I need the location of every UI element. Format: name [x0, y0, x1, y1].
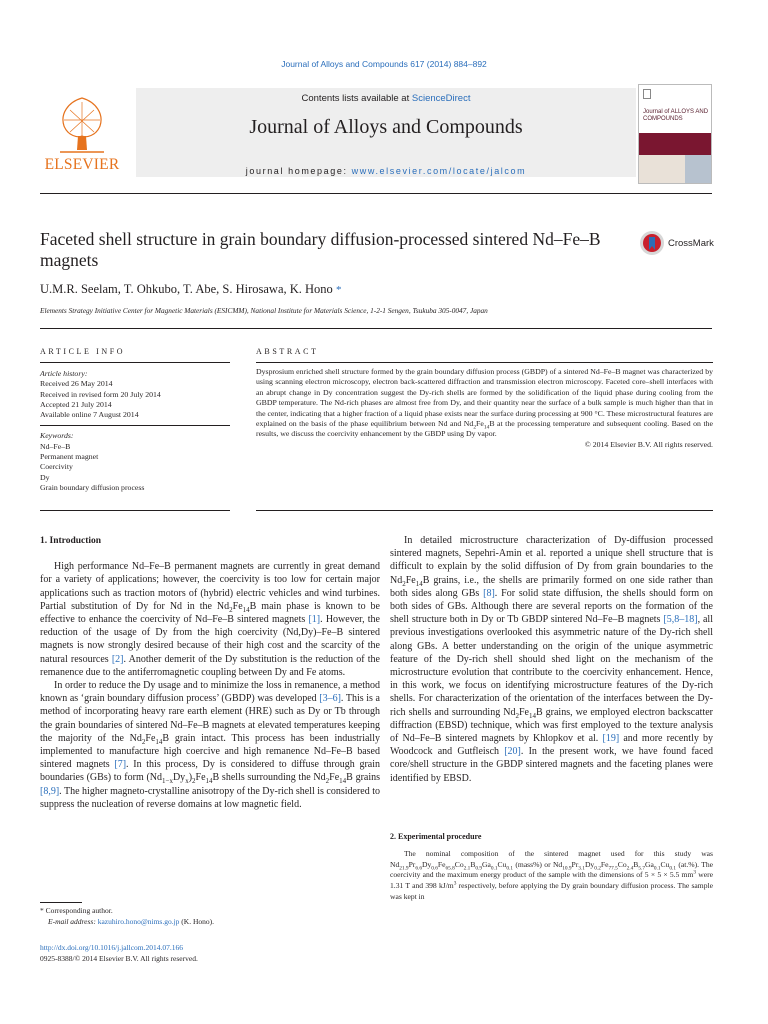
reference-link[interactable]: [8] — [483, 587, 495, 599]
subscript: 14 — [339, 777, 347, 786]
article-info-heading: ARTICLE INFO — [40, 347, 126, 356]
text-run: Fe — [329, 772, 340, 784]
text-run: In detailed microstructure characterization of Dy-diffusion processed sintered magnets, Sepehri-Amin et al. reported a unique shell structure that is difficult to explain by the solid diffusion of Dy from grain boundaries to the Nd — [390, 535, 713, 586]
contents-prefix: Contents lists available at — [301, 93, 412, 104]
text-run: Cu — [660, 859, 670, 869]
subscript: 14 — [528, 711, 536, 720]
text-run: In order to reduce the Dy usage and to minimize the loss in remanence, a method known as ‘grain boundary diffusion process’ (GBDP) was developed — [40, 680, 380, 705]
text-run: Dy — [421, 859, 432, 869]
keywords-rule — [40, 425, 230, 426]
journal-title: Journal of Alloys and Compounds — [249, 116, 523, 138]
text-run: Co — [454, 859, 464, 869]
subscript: 0.1 — [490, 865, 498, 872]
keyword-item: Dy — [40, 472, 50, 482]
text-run: Fe — [600, 859, 609, 869]
subscript: 1−x — [162, 777, 173, 786]
subscript: 2 — [402, 579, 406, 588]
history-label: Article history: — [40, 369, 88, 378]
text-run: , all previous investigations overlooked this asymmetric nature of the Dy-rich shell along GBs. A better understanding on the origin of the unique asymmetric feature of the Dy-rich shell should shed light on the mechanism of the microstructure evolution that contribute to the coercivity enhancement. Hence, in this work, we focus on identifying microstructure features of the Dy-rich shells. For characterization of the orientation of the interfaces between the Dy-rich shells and surrounding Nd — [390, 614, 713, 718]
cover-logo — [643, 89, 651, 99]
subscript: 0.1 — [669, 865, 676, 872]
footnote — [40, 906, 380, 928]
text-run: respectively, before applying the Dy grain boundary diffusion process. The sample was kept in — [390, 881, 713, 901]
doi-link[interactable]: http://dx.doi.org/10.1016/j.jallcom.2014.07.166 — [40, 943, 183, 952]
superscript: 3 — [693, 869, 697, 876]
masthead-banner — [136, 88, 636, 177]
revised-date: Received in revised form 20 July 2014 — [40, 389, 161, 399]
text-run: . Another demerit of the Dy substitution is the reduction of the remanence due to the antiferromagnetic coupling between Dy and Fe atoms. — [40, 653, 380, 678]
author-names: U.M.R. Seelam, T. Ohkubo, T. Abe, S. Hirosawa, K. Hono — [40, 282, 333, 296]
issn-line: 0925-8388/© 2014 Elsevier B.V. All rights reserved. — [40, 953, 198, 963]
text-run: Ga — [644, 859, 654, 869]
text-run: Cu — [497, 859, 507, 869]
journal-homepage — [136, 166, 636, 176]
subscript: 77.5 — [608, 865, 618, 872]
article-info-block — [40, 369, 230, 493]
subscript: 5.7 — [638, 865, 645, 872]
crossmark-label: CrossMark — [668, 238, 714, 249]
subscript: 14 — [155, 737, 163, 746]
sciencedirect-link[interactable]: ScienceDirect — [411, 93, 471, 104]
subscript: 0.1 — [506, 865, 514, 872]
text-run: Fe — [145, 732, 156, 744]
email-suffix: (K. Hono). — [179, 916, 214, 926]
text-run: Fe — [437, 859, 446, 869]
text-run: . However, the reduction of the usage of Dy from the high coercivity (Nd,Dy)–Fe–B sintered magnets is now strongly desired because of their high cost and the scarcity of the natural resources — [40, 614, 380, 665]
text-run: B grains, we employed electron backscatter diffraction (EBSD) technique, which was first employed to the texture analysis of Nd–Fe–B sintered magnets by Khlopkov et al. — [390, 706, 713, 745]
footnote-mark: * — [40, 906, 44, 915]
author-affiliation: Elements Strategy Initiative Center for Magnetic Materials (ESICMM), National Institute for Materials Science, 1-2-1 Sengen, Tsukuba 305-0047, Japan — [40, 306, 488, 315]
intro-paragraph — [390, 534, 713, 785]
article-title: Faceted shell structure in grain boundary diffusion-processed sintered Nd–Fe–B magnets — [40, 229, 601, 270]
subscript: 14 — [205, 777, 213, 786]
subscript: 2 — [515, 711, 519, 720]
experimental-paragraph — [390, 849, 713, 903]
subscript: 0.6 — [431, 865, 438, 872]
text-run: Fe — [405, 574, 416, 586]
subscript: 0.1 — [653, 865, 661, 872]
affiliation-rule — [40, 328, 712, 329]
subscript: x — [185, 777, 189, 786]
reference-link[interactable]: [7] — [114, 759, 127, 771]
masthead-rule — [40, 193, 712, 194]
abstract-heading: ABSTRACT — [256, 347, 319, 356]
text-run: Fe — [232, 600, 243, 612]
section-heading-introduction: 1. Introduction — [40, 536, 102, 546]
crossmark-icon — [639, 230, 665, 256]
text-run: Co — [617, 859, 627, 869]
homepage-link[interactable]: www.elsevier.com/locate/jalcom — [351, 166, 527, 176]
text-run: The nominal composition of the sintered magnet used for this study was Nd — [390, 848, 713, 869]
elsevier-wordmark: ELSEVIER — [44, 156, 120, 173]
reference-link[interactable]: [1] — [308, 614, 321, 626]
subscript: 14 — [483, 424, 490, 431]
page-footer — [40, 943, 380, 965]
subscript: 2.1 — [463, 865, 471, 872]
text-run: B grain intact. This process has been industrially implemented to manufacture high coercive and high remanence Nd–Fe–B based sintered magnets — [40, 732, 380, 771]
section-heading-experimental: 2. Experimental procedure — [390, 832, 482, 841]
cover-block-light — [639, 155, 685, 184]
text-run: Fe — [195, 772, 206, 784]
journal-masthead — [40, 84, 712, 187]
cover-band — [639, 133, 712, 155]
subscript: 0.2 — [594, 865, 601, 872]
subscript: 2 — [192, 777, 196, 786]
received-date: Received 26 May 2014 — [40, 379, 113, 389]
text-run: Fe — [518, 706, 529, 718]
keyword-item: Grain boundary diffusion process — [40, 482, 145, 492]
abstract-part: B at the processing temperature and subsequent cooling. Based on the results, we discuss the coercivity enhancement by the GBDP using Dy vapor. — [256, 419, 713, 439]
footnote-rule — [40, 902, 82, 903]
email-label: E-mail address: — [48, 916, 98, 926]
subscript: 2 — [141, 737, 146, 746]
keyword-item: Coercivity — [40, 462, 73, 472]
accepted-date: Accepted 21 July 2014 — [40, 399, 112, 409]
subscript: 2 — [325, 777, 330, 786]
abstract-body — [256, 367, 713, 440]
reference-link[interactable]: [8,9] — [40, 785, 60, 797]
author-list — [40, 282, 341, 297]
reference-link[interactable]: [5,8–18] — [663, 614, 698, 626]
text-run: B grains — [346, 772, 381, 784]
text-run: and more recently by Woodcock and Gutfleisch — [390, 733, 714, 758]
text-run: Ga — [482, 859, 491, 869]
abstract-text — [256, 367, 713, 450]
subscript: 0.9 — [475, 865, 483, 872]
text-run: Pr — [571, 859, 579, 869]
reference-link[interactable]: [19] — [602, 733, 620, 745]
article-info-rule — [40, 362, 230, 363]
journal-citation[interactable]: Journal of Alloys and Compounds 617 (2014) 884–892 — [281, 59, 487, 69]
experimental-section — [390, 822, 713, 903]
subscript: 3.1 — [578, 865, 585, 872]
subscript: 10.9 — [562, 865, 572, 872]
subscript: 2 — [473, 424, 477, 431]
journal-cover-thumbnail — [638, 84, 712, 184]
subscript: 14 — [415, 579, 423, 588]
email-line — [40, 917, 380, 928]
footnote-text: Corresponding author. — [43, 906, 113, 915]
reference-link[interactable]: [2] — [111, 653, 124, 665]
text-run: B main phase is known to be effective to enhance the coercivity of Nd–Fe–B sintered magnets — [40, 600, 380, 626]
text-run: B — [633, 859, 639, 869]
text-run: . In this process, Dy is considered to diffuse through grain boundaries (GBs) to form (Nd — [40, 759, 380, 784]
text-run: . In the present work, we have found faced core/shell structure in the GBDP sintered magnets and the faceting planes were identified by EBSD. — [390, 746, 713, 784]
corresponding-author-note — [40, 906, 380, 917]
text-run: . This is a method of incorporating heavy rare earth element (HRE) such as Dy or Tb through the grain boundaries of sintered Nd–Fe–B magnets at elevated temperatures keeping the majority of the Nd — [40, 693, 380, 744]
elsevier-logo — [40, 92, 124, 180]
keyword-item: Permanent magnet — [40, 452, 99, 462]
body-column-left — [40, 535, 380, 811]
online-date: Available online 7 August 2014 — [40, 410, 139, 420]
text-run: . For solid state diffusion, the shells should form on both sides of GBs. Although there are several reports on the formation of the shell structure both in Dy or Tb GBDP sintered Nd–Fe–B magnets — [390, 587, 714, 626]
text-run: Dy — [172, 772, 186, 784]
subscript: 6.6 — [415, 865, 422, 872]
text-run: Dy — [584, 859, 595, 869]
abstract-part: Fe — [476, 419, 484, 429]
text-run: were 1.31 T and 398 kJ/m — [390, 870, 714, 891]
text-run: B grains, i.e., the shells are primarily formed on one side rather than both sides along GBs — [390, 574, 713, 599]
text-run: (mass%) or Nd — [513, 859, 563, 869]
homepage-prefix: journal homepage: — [245, 166, 352, 176]
subscript: 2.4 — [626, 865, 634, 872]
cover-title: Journal of ALLOYS AND COMPOUNDS — [643, 109, 709, 122]
text-run: . The higher magneto-crystalline anisotropy of the Dy-rich shell is considered to suppress the nucleation of reverse domains at low magnetic field. — [40, 785, 381, 810]
keyword-item: Nd–Fe–B — [40, 441, 71, 451]
corresponding-author-mark[interactable]: * — [335, 284, 342, 296]
reference-link[interactable]: [20] — [504, 746, 521, 758]
abstract-copyright: © 2014 Elsevier B.V. All rights reserved. — [584, 439, 713, 449]
subscript: 14 — [242, 605, 250, 614]
intro-paragraph: In order to reduce the Dy usage and to minimize the loss in remanence, a method known as ‘grain boundary diffusion process’ (GBDP) was developed [3–6]. This is a method of incorporating heavy rare earth element (HRE) such as Dy or Tb through the grain boundaries of sintered Nd–Fe–B magnets at elevated temperatures keeping the majority of the $Nd_2Fe_{14}B$ grain intact. This process has been industrially implemented to manufacture high coercive and high remanence Nd–Fe–B based sintered magnets [7]. In this process, Dy is considered to diffuse through grain boundaries (GBs) to form $(Nd_{1-x}Dy_x)_2Fe_{14}B$ shells surrounding the $Nd_2Fe_{14}B$ grains [8,9]. The higher magneto-crystalline anisotropy of the Dy-rich shell is considered to suppress the nucleation of reverse domains at low magnetic field. — [40, 680, 381, 810]
reference-link[interactable]: [3–6] — [319, 693, 341, 705]
keywords-label: Keywords: — [40, 431, 74, 441]
contents-available — [136, 93, 636, 104]
info-bottom-rule — [40, 510, 230, 511]
body-column-right — [390, 534, 713, 785]
text-run: Pr — [408, 859, 416, 869]
superscript: 3 — [453, 880, 457, 887]
text-run: B shells surrounding the Nd — [212, 772, 326, 784]
email-link[interactable]: kazuhiro.hono@nims.go.jp — [97, 916, 180, 926]
text-run: (at.%). The coercivity and the maximum energy product of the sample with the dimensions of 5 × 5 × 5.5 mm — [390, 859, 713, 880]
subscript: 65.8 — [445, 865, 455, 872]
abstract-bottom-rule — [256, 510, 713, 511]
text-run: High performance Nd–Fe–B permanent magnets are currently in great demand for a variety of applications; however, the coercivity is too low for certain major applications such as traction motors of (hybrid) electric vehicles and wind turbines. Partial substitution of Dy for Nd in the Nd — [40, 561, 380, 612]
abstract-part: Dysprosium enriched shell structure formed by the grain boundary diffusion process (GBDP) of a sintered Nd–Fe–B magnet was characterized by using scanning electron microscopy, electron back-scattered diffraction and transmission electron microscopy. Faceted core–shell interfaces with an abrupt change in Dy concentration suggest the Dy-rich shells are formed by the solidification of the liquid phase during cooling from the GBDP temperature. The Nd-rich phases are almost free from Dy, and their quantity near the surface of a bulk sample is much higher than that in the center, indicating that a higher fraction of a liquid phase exists near the surface during processing at 900 °C. These microstructural features are explained on the basis of the phase equilibrium between Nd and Nd — [256, 367, 713, 429]
crossmark-badge[interactable] — [639, 230, 719, 258]
cover-block-blue — [685, 155, 712, 184]
subscript: 21.9 — [399, 865, 409, 872]
elsevier-tree-icon — [50, 92, 114, 156]
intro-paragraph — [40, 560, 380, 679]
subscript: 2 — [229, 605, 233, 614]
text-run: B — [470, 859, 476, 869]
abstract-rule — [256, 362, 713, 363]
